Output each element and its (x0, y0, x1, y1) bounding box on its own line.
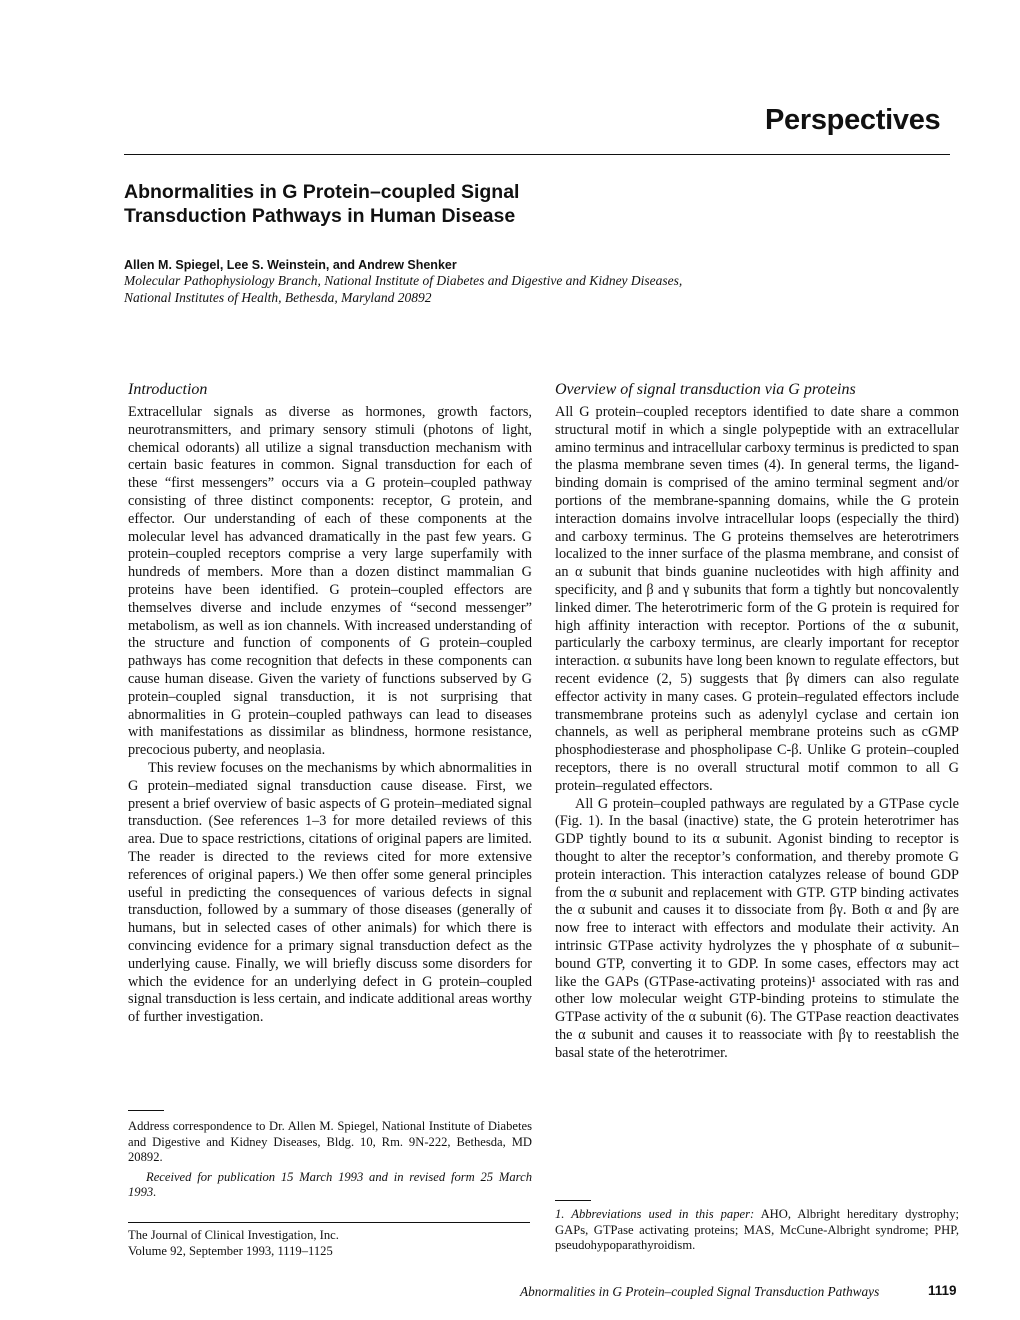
running-title: Abnormalities in G Protein–coupled Signal Transduction Pathways (520, 1284, 880, 1299)
page-number: 1119 (928, 1283, 957, 1298)
left-column (128, 380, 532, 1027)
overview-heading: Overview of signal transduction via G proteins (555, 381, 856, 398)
journal-rule (128, 1222, 530, 1223)
intro-paragraph-1: Extracellular signals as diverse as hormones, growth factors, neurotransmitters, and primary sensory stimuli (photons of light, chemical odorants) all utilize a signal transduction mechanism with certain basic features in common. Signal transduction for each of these “first messengers” occurs via a G protein–coupled pathway consisting of three distinct components: receptor, G protein, and effector. Our understanding of each of these components at the molecular level has advanced dramatically in the past few years. G protein–coupled receptors comprise a very large superfamily with hundreds of members. More than a dozen distinct mammalian G proteins have been identified. G protein–coupled effectors are themselves diverse and include enzymes of “second messenger” metabolism, as well as ion channels. With increased understanding of the structure and function of components of G protein–coupled pathways has come recognition that defects in these components can cause human disease. Given the variety of functions subserved by G protein–coupled signal transduction, it is not surprising that abnormalities in G protein–coupled pathways can lead to diseases with manifestations as dissimilar as blindness, hormone resistance, precocious puberty, and neoplasia. (128, 404, 532, 759)
affiliation (124, 272, 824, 306)
title-line-1: Abnormalities in G Protein–coupled Signal (124, 181, 520, 203)
header-rule (124, 154, 950, 155)
introduction-heading: Introduction (128, 381, 208, 398)
article-title (124, 180, 684, 228)
abbreviations-footnote (555, 1200, 959, 1254)
journal-info (128, 1228, 339, 1259)
section-heading: Perspectives (765, 104, 941, 136)
intro-paragraph-2: This review focuses on the mechanisms by which abnormalities in G protein–mediated signal transduction cause disease. First, we present a brief overview of basic aspects of G protein–mediated signal transduction. (See references 1–3 for more detailed reviews of this area. Due to space restrictions, citations of original papers are limited. The reader is directed to the reviews cited for more extensive references of original papers.) We then offer some general principles useful in predicting the consequences of various defects in signal transduction, followed by a summary of those diseases (generally of humans, but in selected cases of other animals) for which there is convincing evidence for a primary signal transduction defect as the underlying cause. Finally, we will briefly discuss some disorders for which the evidence for an underlying defect in G protein–coupled signal transduction is less certain, and indicate additional areas worthy of further investigation. (128, 759, 532, 1026)
title-line-2: Transduction Pathways in Human Disease (124, 205, 516, 227)
abbreviations-lead: 1. Abbreviations used in this paper: (555, 1207, 755, 1221)
affiliation-line-2: National Institutes of Health, Bethesda, Maryland 20892 (124, 290, 432, 305)
overview-paragraph-1: All G protein–coupled receptors identified to date share a common structural motif in which a single polypeptide with an extracellular amino terminus and intracellular carboxy terminus is predicted to span the plasma membrane seven times (4). In general terms, the ligand-binding domain is comprised of the amino terminal segment and/or portions of the membrane-spanning domains, while the G protein interaction domains involve intracellular loops (especially the third) and carboxy terminus. The G proteins themselves are heterotrimers localized to the inner surface of the plasma membrane, and consist of an α subunit that binds guanine nucleotides with high affinity and specificity, and β and γ subunits that form a tightly but noncovalently linked dimer. The heterotrimeric form of the G protein is required for high affinity interaction with receptor. Portions of the α subunit, particularly the carboxy terminus, are clearly important for receptor interaction. α subunits have long been known to regulate effectors, but recent evidence (2, 5) suggests that βγ dimers can also regulate effector activity in many cases. G protein–regulated effectors include transmembrane proteins such as adenylyl cyclase and certain ion channels, as well as peripheral membrane proteins such as cGMP phosphodiesterase and phospholipase C-β. Unlike G protein–coupled receptors, there is no overall structural motif common to all G protein–regulated effectors. (555, 404, 959, 794)
journal-volume: Volume 92, September 1993, 1119–1125 (128, 1243, 333, 1258)
abbreviations-text (555, 1207, 959, 1254)
received-dates: Received for publication 15 March 1993 and in revised form 25 March 1993. (128, 1169, 532, 1199)
correspondence-footnote (128, 1110, 532, 1201)
footnote-rule (555, 1200, 591, 1201)
affiliation-line-1: Molecular Pathophysiology Branch, National Institute of Diabetes and Digestive and Kidney Diseases, (124, 273, 683, 288)
author-list: Allen M. Spiegel, Lee S. Weinstein, and Andrew Shenker (124, 258, 457, 272)
footnote-rule (128, 1110, 164, 1111)
journal-name: The Journal of Clinical Investigation, Inc. (128, 1228, 339, 1242)
correspondence-address: Address correspondence to Dr. Allen M. Spiegel, National Institute of Diabetes and Digestive and Kidney Diseases, Bldg. 10, Rm. 9N-222, Bethesda, MD 20892. (128, 1119, 532, 1164)
right-column (555, 380, 959, 1062)
overview-paragraph-2: All G protein–coupled pathways are regulated by a GTPase cycle (Fig. 1). In the basal (inactive) state, the G protein heterotrimer has GDP tightly bound to its α subunit. Agonist binding to receptor is thought to alter the receptor’s conformation, and thereby promote G protein interaction. This interaction catalyzes release of bound GDP from the α subunit and replacement with GTP. GTP binding activates the α subunit and causes it to dissociate from βγ. Both α and βγ are now free to interact with effectors and modulate their activity. An intrinsic GTPase activity hydrolyzes the γ phosphate of α subunit–bound GTP, converting it to GDP. In some cases, effectors may act like the GAPs (GTPase-activating proteins)¹ associated with ras and other low molecular weight GTP-binding proteins to stimulate the GTPase activity of the α subunit (6). The GTPase reaction deactivates the α subunit and causes it to reassociate with βγ to reestablish the basal state of the heterotrimer. (555, 795, 959, 1061)
abbreviations-list: AHO, Albright hereditary dystrophy; GAPs, GTPase activating proteins; MAS, McCune-Albright syndrome; PHP, pseudohypoparathyroidism. (555, 1207, 959, 1252)
